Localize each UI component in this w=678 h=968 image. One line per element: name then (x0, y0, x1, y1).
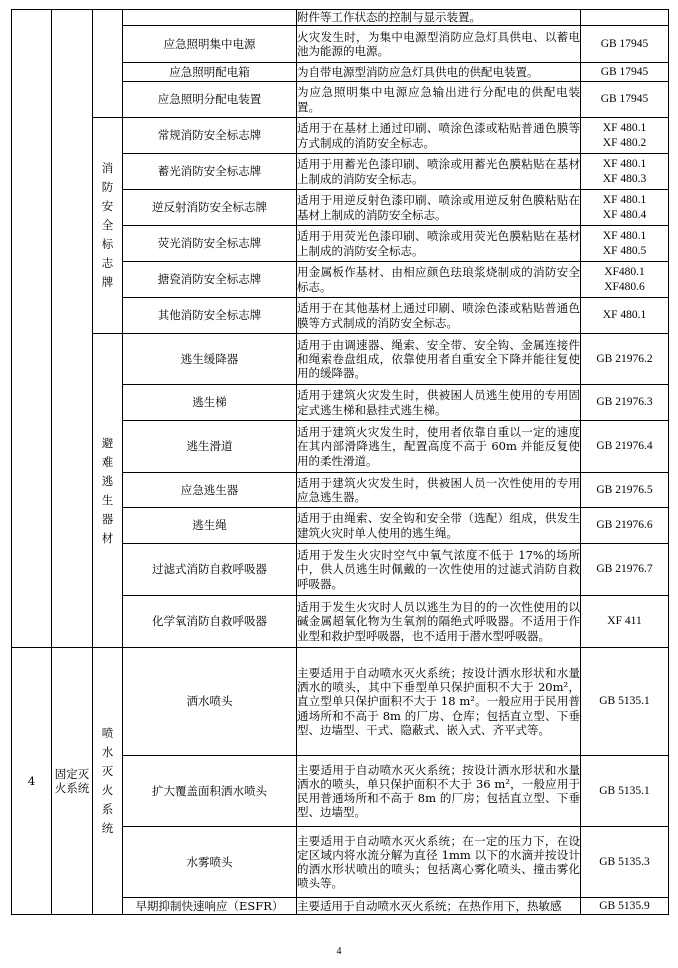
standard-cell (581, 648, 669, 756)
product-description-cell: 主要适用于自动喷水灭火系统；在一定的压力下，在设定区域内将水流分解为直径 1mm 以下的水滴并按设计的洒水形状喷出的喷头；包括离心雾化喷头、撞击雾化喷头等。 (297, 827, 581, 898)
standard-code: GB 5135.1 (599, 784, 650, 797)
table-row (12, 118, 669, 154)
standard-cell (581, 26, 669, 63)
standard-code: GB 21976.4 (596, 440, 653, 453)
standard-code: XF 480.1 (602, 122, 647, 135)
standard-code: XF 480.1 (602, 194, 647, 207)
standard-code: GB 5135.1 (599, 695, 650, 708)
standard-cell (581, 898, 669, 915)
product-name-cell: 蓄光消防安全标志牌 (123, 154, 297, 190)
category-level1-cell (52, 10, 93, 648)
product-name-cell: 逃生缓降器 (123, 334, 297, 385)
product-name-cell: 早期抑制快速响应（ESFR） (123, 898, 297, 915)
category-evacuation (93, 334, 123, 648)
standard-code: XF 480.3 (602, 172, 647, 185)
product-description-cell: 适用于在基材上通过印刷、喷涂色漆或粘贴普通色膜等方式制成的消防安全标志。 (297, 118, 581, 154)
standard-code: XF480.1 (604, 266, 645, 279)
standard-cell (581, 596, 669, 648)
table-row (12, 334, 669, 385)
product-description-cell: 为自带电源型消防应急灯具供电的供配电装置。 (297, 63, 581, 82)
product-name-cell: 逃生梯 (123, 385, 297, 421)
standard-cell (581, 544, 669, 596)
product-name-cell: 逃生滑道 (123, 421, 297, 473)
product-name-cell: 应急逃生器 (123, 473, 297, 508)
standard-cell (581, 262, 669, 298)
category-sprinklers-label: 喷水灭火系统 (101, 726, 114, 835)
standard-cell (581, 154, 669, 190)
standard-code: GB 21976.2 (596, 352, 653, 365)
product-description-cell: 适用于用蓄光色漆印刷、喷涂或用蓄光色膜粘贴在基材上制成的消防安全标志。 (297, 154, 581, 190)
product-description-cell: 适用于用逆反射色漆印刷、喷涂或用逆反射色膜粘贴在基材上制成的消防安全标志。 (297, 190, 581, 226)
standard-code: GB 17945 (600, 93, 649, 106)
product-name-cell: 应急照明配电箱 (123, 63, 297, 82)
standard-code: GB 5135.9 (599, 899, 650, 912)
product-description-cell: 适用于用荧光色漆印刷、喷涂或用荧光色膜粘贴在基材上制成的消防安全标志。 (297, 226, 581, 262)
category-level1-cell: 固定灭火系统 (52, 648, 93, 915)
standard-code: XF480.6 (604, 280, 645, 293)
table-row (12, 10, 669, 26)
standard-code: GB 5135.3 (599, 855, 650, 868)
product-description-cell: 主要适用于自动喷水灭火系统；按设计洒水形状和水量洒水的喷头，单只保护面积不大于 36 m²，一般应用于民用普通场所和不高于 8m 的厂房；包括直立型、下垂型、边墙型。 (297, 756, 581, 827)
standard-code: XF 411 (607, 615, 642, 628)
category-number-cell: 4 (12, 648, 52, 915)
standard-cell (581, 421, 669, 473)
standard-code: XF 480.5 (602, 244, 647, 257)
category-evacuation-label: 避难逃生器材 (101, 435, 114, 545)
product-description-cell: 适用于由绳索、安全钩和安全带（选配）组成，供发生建筑火灾时单人使用的逃生绳。 (297, 508, 581, 544)
product-description-cell: 适用于建筑火灾发生时，使用者依靠自重以一定的速度在其内部滑降逃生，配置高度不高于 60m 并能反复使用的柔性滑道。 (297, 421, 581, 473)
product-description-cell: 主要适用于自动喷水灭火系统；按设计洒水形状和水量洒水的喷头，其中下垂型单只保护面积不大于 20m²，直立型单只保护面积不大于 18 m²。一般应用于民用普通场所和不高于 8m 的厂房、仓库；包括直立型、下垂型、边墙型、干式、隐蔽式、嵌入式、齐平式等。 (297, 648, 581, 756)
standard-code: GB 21976.7 (596, 563, 653, 576)
category-emergency-signs (93, 118, 123, 334)
product-name-cell: 其他消防安全标志牌 (123, 298, 297, 334)
product-name-cell: 化学氧消防自救呼吸器 (123, 596, 297, 648)
product-description-cell: 火灾发生时，为集中电源型消防应急灯具供电、以蓄电池为能源的电源。 (297, 26, 581, 63)
table-row (12, 648, 669, 756)
product-description-cell: 适用于发生火灾时空气中氧气浓度不低于 17%的场所中，供人员逃生时佩戴的一次性使用的过滤式消防自救呼吸器。 (297, 544, 581, 596)
product-name-cell: 搪瓷消防安全标志牌 (123, 262, 297, 298)
product-description-cell: 适用于建筑火灾发生时，供被困人员一次性使用的专用应急逃生器。 (297, 473, 581, 508)
standard-cell (581, 226, 669, 262)
page-number: 4 (336, 946, 342, 957)
standard-cell (581, 334, 669, 385)
product-description-cell: 适用于由调速器、绳索、安全带、安全钩、金属连接件和绳索卷盘组成，依靠使用者自重安全下降并能往复使用的缓降器。 (297, 334, 581, 385)
standard-code: GB 17945 (600, 65, 649, 78)
product-name-cell: 荧光消防安全标志牌 (123, 226, 297, 262)
standard-cell (581, 298, 669, 334)
product-name-cell: 水雾喷头 (123, 827, 297, 898)
product-name-cell: 过滤式消防自救呼吸器 (123, 544, 297, 596)
standard-cell (581, 756, 669, 827)
product-description-cell: 为应急照明集中电源应急输出进行分配电的供配电装置。 (297, 82, 581, 118)
product-name-cell: 洒水喷头 (123, 648, 297, 756)
product-name-cell: 逃生绳 (123, 508, 297, 544)
product-standards-table (11, 9, 669, 915)
product-name-cell: 扩大覆盖面积洒水喷头 (123, 756, 297, 827)
standard-code: XF 480.1 (602, 158, 647, 171)
category-emergency-signs-label: 消防安全标志牌 (101, 161, 114, 289)
product-description-cell: 用金属板作基材、由相应颜色珐琅浆烧制成的消防安全标志。 (297, 262, 581, 298)
standard-cell (581, 827, 669, 898)
product-name-cell: 应急照明集中电源 (123, 26, 297, 63)
standard-cell (581, 63, 669, 82)
standard-code: GB 21976.6 (596, 519, 653, 532)
standard-code: GB 21976.5 (596, 483, 653, 496)
standard-code: XF 480.1 (602, 309, 647, 322)
standard-cell (581, 190, 669, 226)
category-number-cell (12, 10, 52, 648)
standard-cell (581, 385, 669, 421)
standard-cell (581, 118, 669, 154)
standard-code: GB 17945 (600, 37, 649, 50)
product-description-cell: 适用于发生火灾时人员以逃生为目的的一次性使用的以碱金属超氧化物为生氧剂的隔绝式呼吸器。不适用于作业型和救护型呼吸器，也不适用于潜水型呼吸器。 (297, 596, 581, 648)
standard-code: XF 480.1 (602, 230, 647, 243)
standard-cell (581, 10, 669, 26)
category-sprinklers (93, 648, 123, 915)
product-description-cell: 主要适用于自动喷水灭火系统；在热作用下，热敏感 (297, 898, 581, 915)
standard-cell (581, 508, 669, 544)
standard-cell (581, 82, 669, 118)
product-name-cell: 常规消防安全标志牌 (123, 118, 297, 154)
product-description-cell: 适用于在其他基材上通过印刷、喷涂色漆或粘贴普通色膜等方式制成的消防安全标志。 (297, 298, 581, 334)
product-name-cell: 逆反射消防安全标志牌 (123, 190, 297, 226)
product-name-cell: 应急照明分配电装置 (123, 82, 297, 118)
standard-code: XF 480.4 (602, 208, 647, 221)
product-name-cell (123, 10, 297, 26)
standard-code: GB 21976.3 (596, 396, 653, 409)
standard-cell (581, 473, 669, 508)
product-description-cell: 附件等工作状态的控制与显示装置。 (297, 10, 581, 26)
standard-code: XF 480.2 (602, 136, 647, 149)
category-level2-cell (93, 10, 123, 118)
product-description-cell: 适用于建筑火灾发生时，供被困人员逃生使用的专用固定式逃生梯和悬挂式逃生梯。 (297, 385, 581, 421)
